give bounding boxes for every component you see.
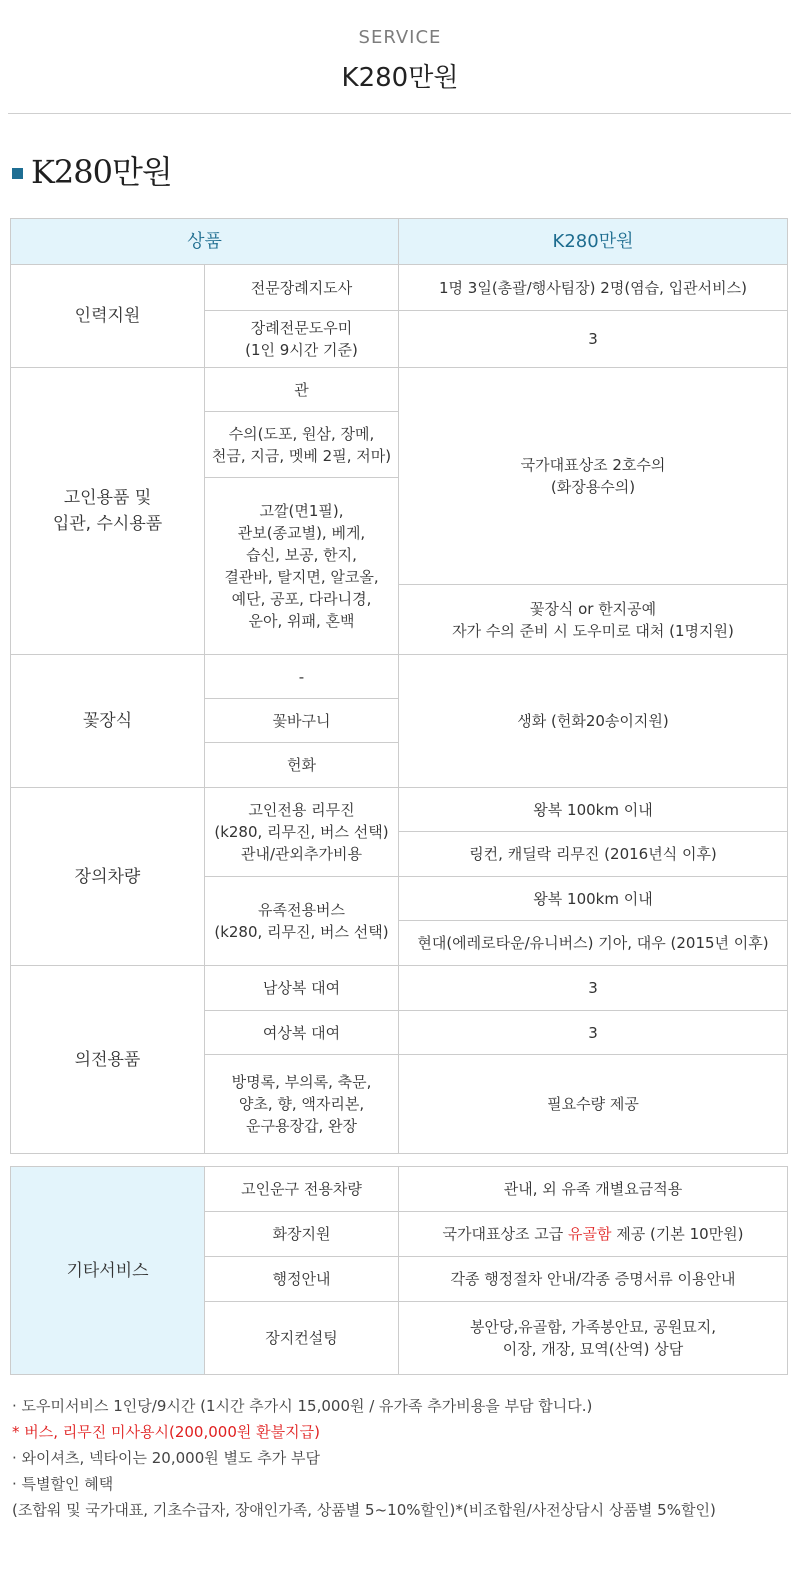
value-funeral-helper: 3: [399, 311, 788, 368]
note-refund: * 버스, 리무진 미사용시(200,000원 환불지급): [12, 1423, 320, 1441]
page-header: [0, 0, 800, 114]
value-cremation-pre: 국가대표상조 고급: [442, 1225, 568, 1243]
item-shroud-line2: 천금, 지금, 멧베 2필, 저마): [211, 446, 392, 465]
item-ceremony-line3: 운구용장갑, 완장: [246, 1117, 357, 1135]
item-offering-flowers: 헌화: [205, 743, 399, 788]
category-flowers: 꽃장식: [11, 655, 205, 788]
item-burial-line1: 고깔(면1필),: [259, 502, 344, 520]
item-burial-line3: 습신, 보공, 한지,: [246, 546, 357, 564]
page-title: K280만원: [341, 63, 459, 93]
column-header-product: 상품: [11, 219, 399, 265]
section-heading: [12, 148, 172, 192]
section-title: K280만원: [31, 153, 172, 191]
item-funeral-director: 전문장례지도사: [205, 265, 399, 311]
value-flowers: 생화 (헌화20송이지원): [399, 655, 788, 788]
product-table: [10, 218, 788, 1154]
category-ceremony-supplies: 의전용품: [11, 966, 205, 1154]
item-burial-line4: 결관바, 탈지면, 알코올,: [224, 568, 379, 586]
value-flower-line2: 자가 수의 준비 시 도우미로 대처 (1명지원): [452, 621, 734, 640]
notes: [12, 1393, 792, 1523]
category-deceased-supplies: [11, 368, 205, 655]
value-cremation-urn: 유골함: [567, 1225, 612, 1243]
value-limousine-model: 링컨, 캐딜락 리무진 (2016년식 이후): [399, 832, 788, 877]
other-services-table: [10, 1166, 788, 1375]
note-helper-service: · 도우미서비스 1인당/9시간 (1시간 추가시 15,000원 / 유가족 추가비용을 부담 합니다.): [12, 1397, 593, 1415]
value-cremation-post: 제공 (기본 10만원): [611, 1225, 744, 1243]
item-admin-guide: 행정안내: [205, 1257, 399, 1302]
item-limousine-line3: 관내/관외추가비용: [241, 845, 362, 863]
item-burial-line6: 운아, 위패, 혼백: [248, 612, 355, 630]
item-funeral-helper-line1: 장례전문도우미: [250, 319, 353, 337]
item-shroud: [205, 412, 399, 478]
item-ceremony-line1: 방명록, 부의록, 축문,: [231, 1073, 372, 1091]
category-vehicles: 장의차량: [11, 788, 205, 966]
item-family-bus: [205, 877, 399, 966]
item-bus-line1: 유족전용버스: [258, 901, 345, 919]
item-burial-line5: 예단, 공포, 다라니경,: [231, 590, 372, 608]
value-bus-model: 현대(에레로타운/유니버스) 기아, 대우 (2015년 이후): [399, 921, 788, 966]
value-bus-distance: 왕복 100km 이내: [399, 877, 788, 921]
item-bus-line2: (k280, 리무진, 버스 선택): [214, 923, 389, 941]
item-transport-vehicle: 고인운구 전용차량: [205, 1167, 399, 1212]
value-shroud-line2: (화장용수의): [550, 478, 636, 496]
category-other-services: 기타서비스: [11, 1167, 205, 1375]
value-transport-vehicle: 관내, 외 유족 개별요금적용: [399, 1167, 788, 1212]
note-special-discount: · 특별할인 혜택: [12, 1475, 114, 1493]
column-header-plan: K280만원: [399, 219, 788, 265]
item-shroud-line1: 수의(도포, 원삼, 장메,: [228, 424, 375, 443]
value-burial-line1: 봉안당,유골함, 가족봉안묘, 공원묘지,: [470, 1318, 716, 1336]
value-flower-or-paper: [399, 585, 788, 655]
value-limousine-distance: 왕복 100km 이내: [399, 788, 788, 832]
item-burial-supplies: [205, 478, 399, 655]
item-ceremony-goods: [205, 1055, 399, 1154]
item-limousine-line2: (k280, 리무진, 버스 선택): [214, 823, 389, 841]
category-deceased-line2: 입관, 수시용품: [52, 514, 163, 534]
header-divider: [8, 113, 791, 114]
item-coffin: 관: [205, 368, 399, 412]
item-womens-mourning: 여상복 대여: [205, 1011, 399, 1055]
item-flowers-dash: -: [205, 655, 399, 699]
value-shroud-line1: 국가대표상조 2호수의: [520, 456, 666, 474]
item-burial-line2: 관보(종교별), 베게,: [237, 524, 366, 542]
value-mens-mourning: 3: [399, 966, 788, 1011]
header-kicker: SERVICE: [358, 27, 442, 48]
note-discount-detail: (조합워 및 국가대표, 기초수급자, 장애인가족, 상품별 5~10%할인)*(비조합원/사전상담시 상품별 5%할인): [12, 1501, 716, 1519]
value-flower-line1: 꽃장식 or 한지공예: [529, 599, 657, 618]
item-limousine: [205, 788, 399, 877]
category-staff: 인력지원: [11, 265, 205, 368]
value-funeral-director: 1명 3일(총괄/행사팀장) 2명(염습, 입관서비스): [399, 265, 788, 311]
category-deceased-line1: 고인용품 및: [63, 488, 152, 508]
value-burial-line2: 이장, 개장, 묘역(산역) 상담: [502, 1340, 684, 1358]
square-bullet-icon: [12, 168, 23, 179]
note-shirt-tie: · 와이셔츠, 넥타이는 20,000원 별도 추가 부담: [12, 1449, 320, 1467]
item-ceremony-line2: 양초, 향, 액자리본,: [238, 1095, 365, 1113]
item-burial-consulting: 장지컨설팅: [205, 1302, 399, 1375]
value-cremation: [399, 1212, 788, 1257]
item-flower-basket: 꽃바구니: [205, 699, 399, 743]
item-cremation: 화장지원: [205, 1212, 399, 1257]
item-mens-mourning: 남상복 대여: [205, 966, 399, 1011]
value-womens-mourning: 3: [399, 1011, 788, 1055]
item-funeral-helper: [205, 311, 399, 368]
value-shroud: [399, 368, 788, 585]
item-limousine-line1: 고인전용 리무진: [248, 801, 355, 819]
item-funeral-helper-line2: (1인 9시간 기준): [245, 341, 358, 359]
value-burial-consulting: [399, 1302, 788, 1375]
value-ceremony-goods: 필요수량 제공: [399, 1055, 788, 1154]
value-admin-guide: 각종 행정절차 안내/각종 증명서류 이용안내: [399, 1257, 788, 1302]
